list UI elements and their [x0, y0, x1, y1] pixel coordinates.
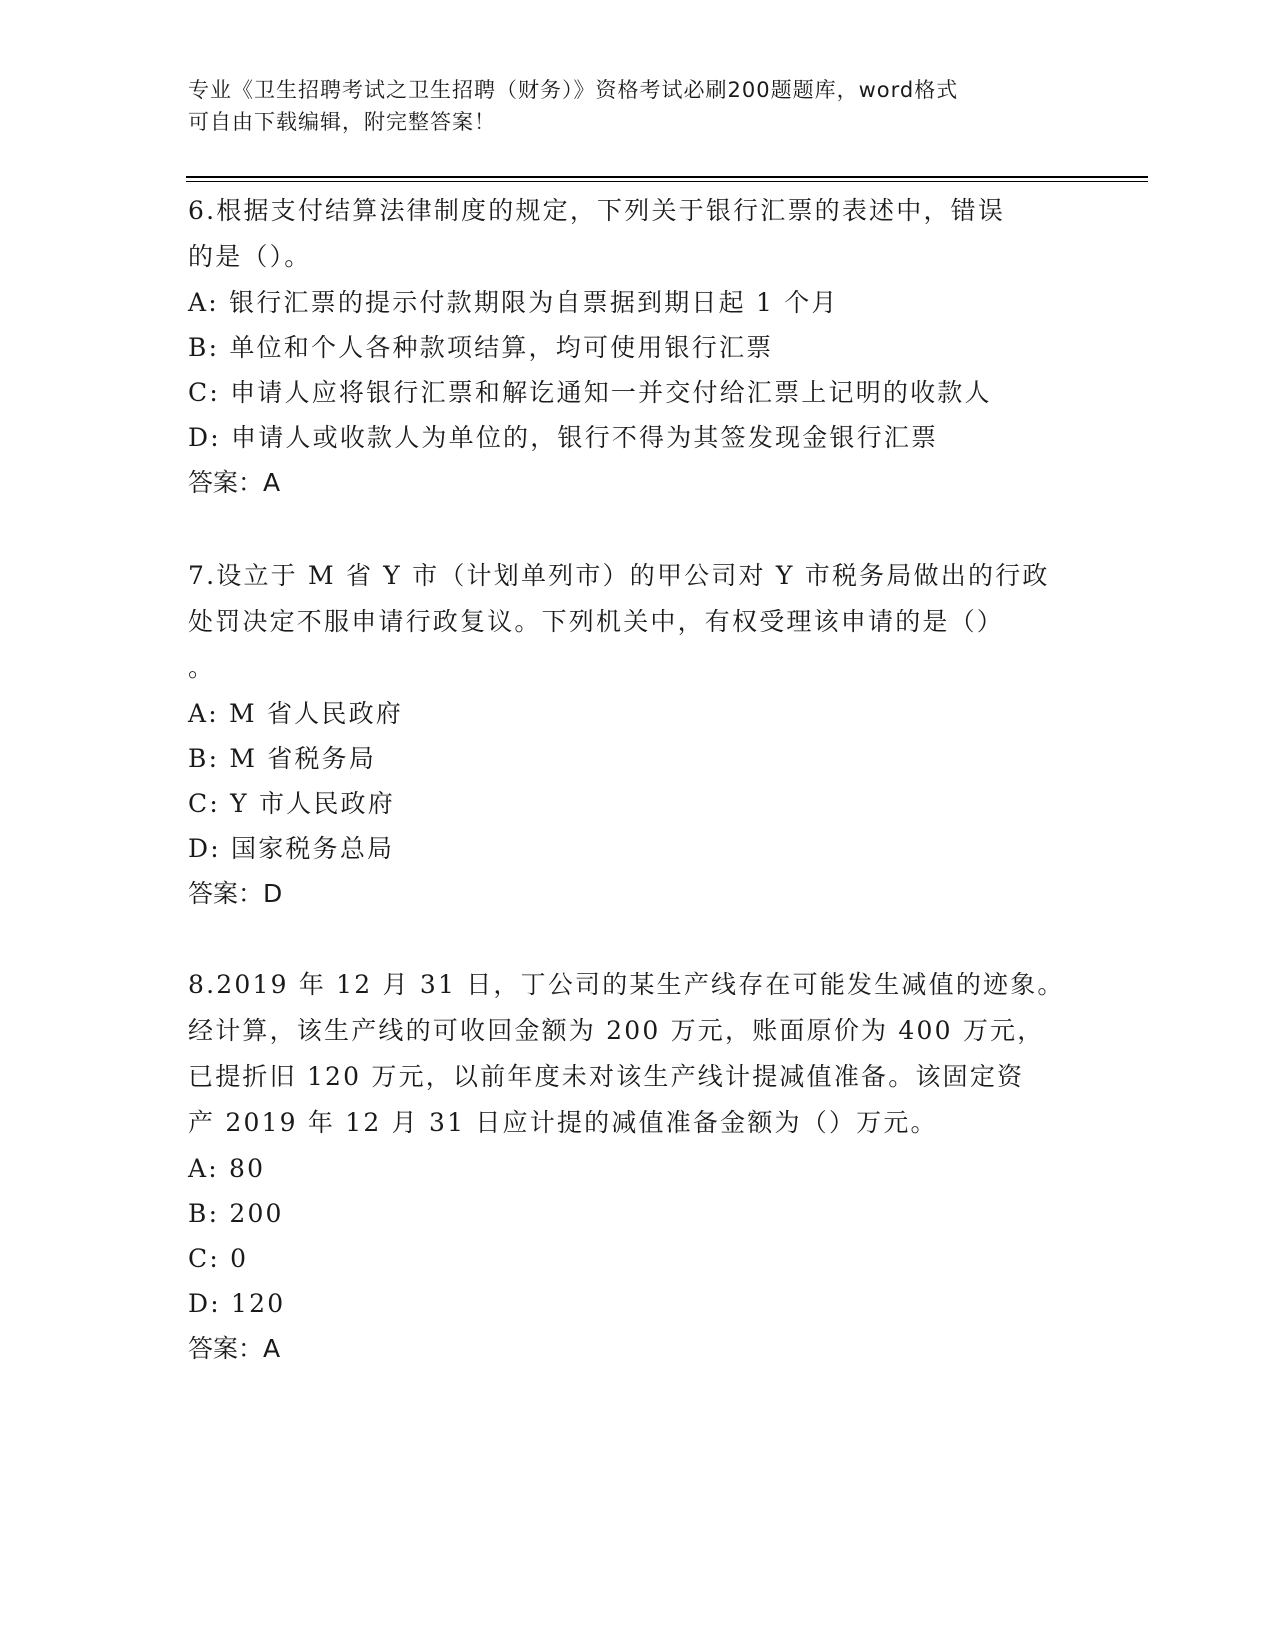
- option-a: A: M 省人民政府: [188, 699, 403, 728]
- question-stem-line: 经计算，该生产线的可收回金额为 200 万元，账面原价为 400 万元，: [188, 1016, 1045, 1045]
- question-6: [188, 188, 1068, 505]
- option-c: C: Y 市人民政府: [188, 789, 395, 818]
- question-stem-line: 产 2019 年 12 月 31 日应计提的减值准备金额为（）万元。: [188, 1108, 938, 1137]
- option-d: D: 国家税务总局: [188, 834, 395, 863]
- question-stem-line: 已提折旧 120 万元，以前年度未对该生产线计提减值准备。该固定资: [188, 1062, 1025, 1091]
- option-c: C: 0: [188, 1244, 249, 1273]
- header-divider-thick: [186, 176, 1148, 178]
- question-stem: [188, 188, 1068, 280]
- question-7: [188, 553, 1068, 916]
- option-a: A: 80: [188, 1154, 266, 1183]
- header-line: 可自由下载编辑，附完整答案！: [188, 110, 496, 134]
- question-stem-line: 的是（）。: [188, 242, 312, 271]
- option-b: B: M 省税务局: [188, 744, 377, 773]
- option-c: C: 申请人应将银行汇票和解讫通知一并交付给汇票上记明的收款人: [188, 378, 992, 407]
- answer: 答案：A: [188, 468, 281, 497]
- option-b: B: 单位和个人各种款项结算，均可使用银行汇票: [188, 333, 774, 362]
- option-a: A: 银行汇票的提示付款期限为自票据到期日起 1 个月: [188, 288, 839, 317]
- document-header: [188, 74, 1088, 138]
- answer: 答案：D: [188, 879, 283, 908]
- question-8: [188, 962, 1068, 1371]
- question-stem-line: 。: [188, 653, 216, 682]
- question-stem-line: 6.根据支付结算法律制度的规定，下列关于银行汇票的表述中，错误: [188, 196, 1006, 225]
- answer: 答案：A: [188, 1334, 281, 1363]
- option-b: B: 200: [188, 1199, 284, 1228]
- question-stem-line: 7.设立于 M 省 Y 市（计划单列市）的甲公司对 Y 市税务局做出的行政: [188, 561, 1050, 590]
- question-stem-line: 8.2019 年 12 月 31 日，丁公司的某生产线存在可能发生减值的迹象。: [188, 970, 1065, 999]
- question-stem: [188, 553, 1068, 691]
- question-stem-line: 处罚决定不服申请行政复议。下列机关中，有权受理该申请的是（）: [188, 607, 1005, 636]
- header-line: 专业《卫生招聘考试之卫生招聘（财务）》资格考试必刷200题题库，word格式: [188, 78, 959, 102]
- question-stem: [188, 962, 1068, 1146]
- option-d: D: 120: [188, 1289, 286, 1318]
- option-d: D: 申请人或收款人为单位的，银行不得为其签发现金银行汇票: [188, 423, 939, 452]
- header-divider-thin: [186, 181, 1148, 182]
